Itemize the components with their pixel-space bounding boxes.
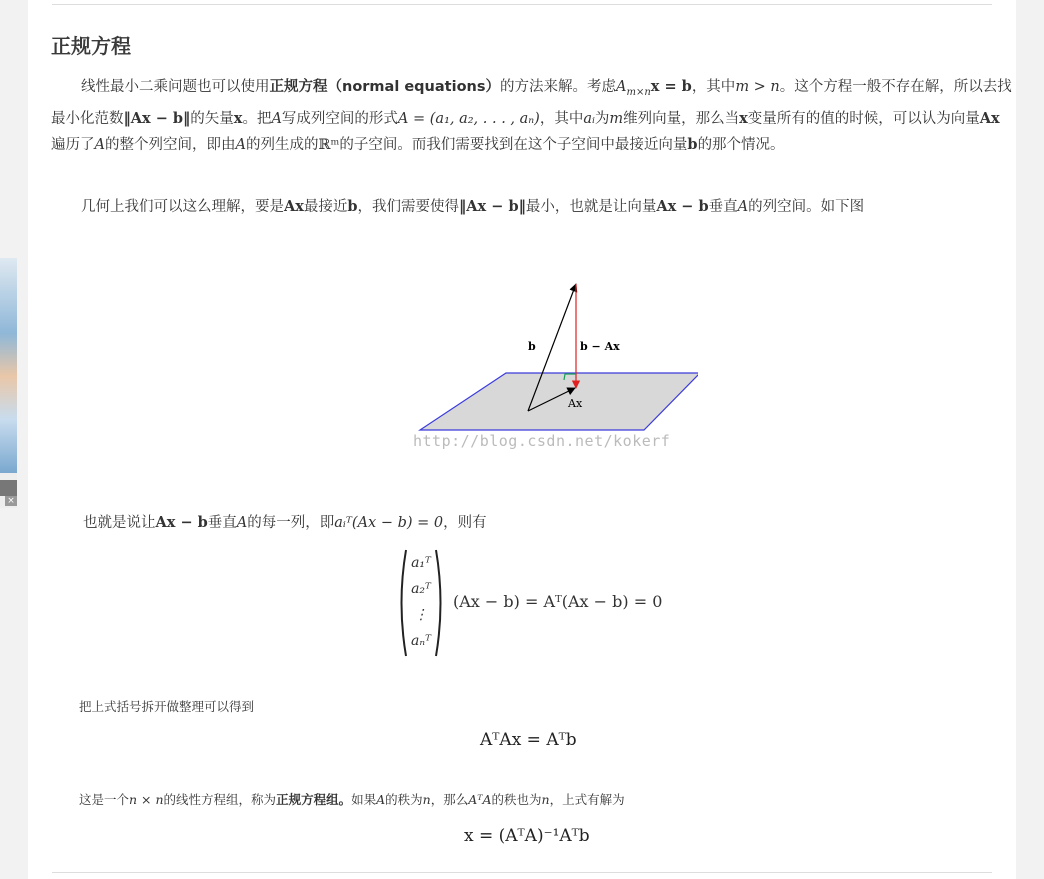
divider — [52, 872, 992, 873]
side-advertisement[interactable] — [0, 258, 17, 508]
divider — [52, 4, 992, 5]
term-normal-equations: 正规方程（normal equations） — [269, 79, 500, 95]
advertisement-image[interactable] — [0, 258, 17, 473]
matrix-row: ⋮ — [414, 607, 428, 623]
label-b-minus-ax: b − Ax — [580, 340, 620, 353]
close-icon[interactable]: × — [5, 496, 17, 506]
paragraph-intro: 线性最小二乘问题也可以使用正规方程（normal equations）的方法来解。考虑$A_{m\times n}x = b$，其中m > n。这个方程一般不存在解，所以去找最小化范数‖Ax − b‖的矢量x。把A写成列空间的形式A = (a₁, a₂, . . . , aₙ)，其中aᵢ为m维列向量，那么当x变量所有的值的时候，可以认为向量Ax遍历了A的整个列空间，即由A的列生成的ℝᵐ的子空间。而我们需要找到在这个子空间中最接近向量b的那个情况。 — [51, 78, 1012, 153]
paragraph-normal-system: 这是一个n × n的线性方程组，称为正规方程组。如果A的秩为n，那么AᵀA的秩也为n，上式有解为 — [79, 792, 625, 807]
matrix-row: aₙᵀ — [411, 633, 431, 649]
section-title: 正规方程 — [51, 34, 131, 58]
right-paren — [433, 548, 447, 658]
article-body — [28, 0, 1016, 879]
label-b: b — [528, 340, 536, 353]
advertisement-bar — [0, 480, 17, 496]
term-normal-system: 正规方程组。 — [276, 792, 352, 807]
left-paren — [395, 548, 409, 658]
label-ax: Ax — [568, 397, 583, 410]
matrix-column — [409, 550, 433, 654]
matrix-row: a₁ᵀ — [411, 555, 431, 571]
watermark-url: http://blog.csdn.net/kokerf — [413, 432, 671, 450]
equation-solution: x = (AᵀA)⁻¹Aᵀb — [464, 826, 590, 846]
equation-normal: AᵀAx = Aᵀb — [480, 730, 577, 750]
paragraph-orthogonality: 也就是说让Ax − b垂直A的每一列，即aᵢᵀ(Ax − b) = 0，则有 — [83, 514, 487, 531]
matrix-row: a₂ᵀ — [411, 581, 431, 597]
paragraph-expand: 把上式括号拆开做整理可以得到 — [79, 699, 255, 714]
column-space-plane — [420, 373, 698, 430]
paragraph-geometry: 几何上我们可以这么理解，要是Ax最接近b，我们需要使得‖Ax − b‖最小，也就是让向量Ax − b垂直A的列空间。如下图 — [81, 198, 865, 215]
matrix-rhs: (Ax − b) = Aᵀ(Ax − b) = 0 — [453, 592, 663, 611]
matrix-equation — [395, 548, 695, 660]
